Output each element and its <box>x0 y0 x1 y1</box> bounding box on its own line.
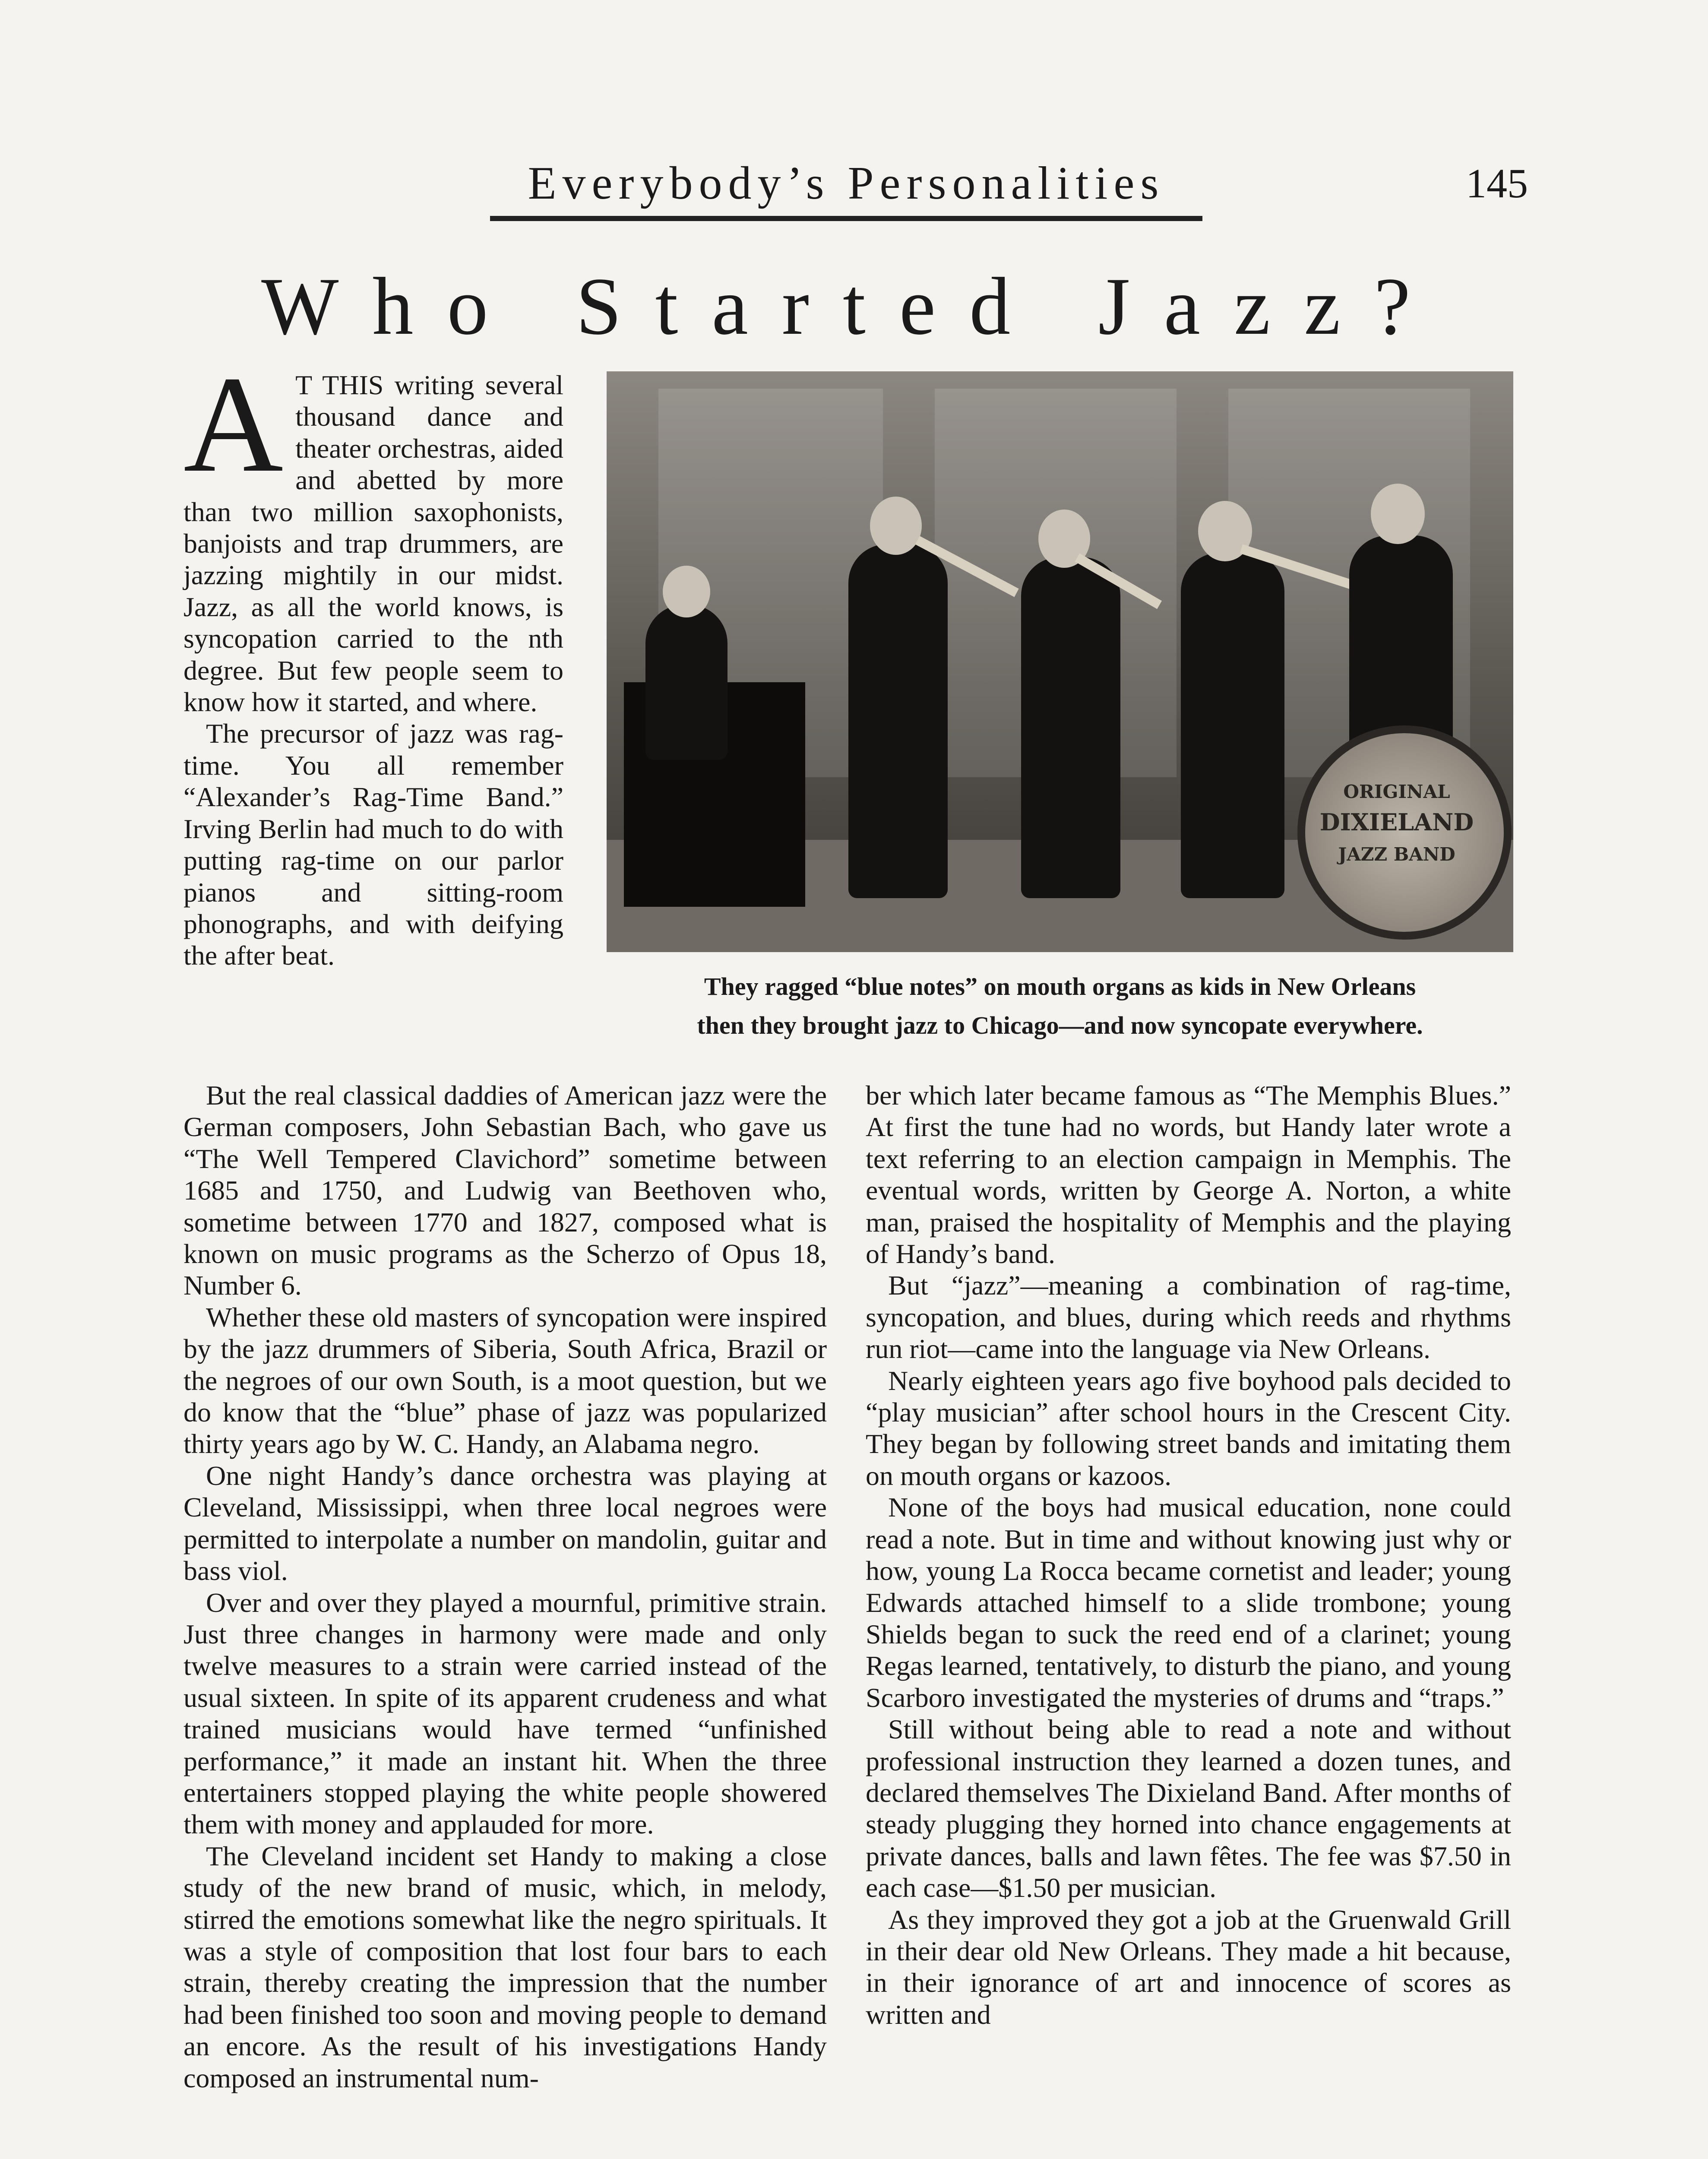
photo-caption <box>604 967 1515 1045</box>
svg-text:DIXIELAND: DIXIELAND <box>1319 808 1474 836</box>
paragraph: Over and over they played a mournful, primitive strain. Just three changes in harmony were made and only twelve measures to a strain were carried instead of the usual sixteen. In spite of its apparent crudeness and what trained musicians would have termed “unfinished performance,” it made an instant hit. When the three entertainers stopped playing the white people showered them with money and applauded for more. <box>183 1587 827 1840</box>
pianist-head <box>663 566 710 617</box>
paragraph <box>183 348 563 718</box>
paragraph: Nearly eighteen years ago five boyhood pals decided to “play musician” after school hours in the Crescent City. They began by following street bands and imitating them on mouth organs or kazoos. <box>866 1365 1511 1491</box>
svg-text:ORIGINAL: ORIGINAL <box>1343 781 1450 802</box>
paragraph: One night Handy’s dance orchestra was playing at Cleveland, Mississippi, when three local negroes were permitted to interpolate a number on mandolin, guitar and bass viol. <box>183 1460 827 1586</box>
trombonist <box>1181 553 1284 898</box>
drop-cap: A <box>183 348 284 501</box>
paragraph: ber which later became famous as “The Memphis Blues.” At first the tune had no words, but Handy later wrote a text referring to an election campaign in Memphis. The eventual words, written by George A. Norton, a white man, praised the hospitality of Memphis and the playing of Handy’s band. <box>866 1080 1511 1269</box>
caption-line: then they brought jazz to Chicago—and now syncopate everywhere. <box>697 1011 1423 1039</box>
clarinetist <box>848 544 948 898</box>
paragraph: The Cleveland incident set Handy to making a close study of the new brand of music, which, in melody, stirred the emotions somewhat like the negro spirituals. It was a style of composition that lost four bars to each strain, thereby creating the impression that the number had been finished too soon and moving people to demand an encore. As the result of his investigations Handy composed an instrumental num- <box>183 1840 827 2093</box>
text-column-intro <box>183 348 563 972</box>
paragraph: The precursor of jazz was rag-time. You all remember “Alexander’s Rag-Time Band.” Irving Berlin had much to do with putting rag-time on our parlor pianos and sitting-room phonographs, and with deifying the after beat. <box>183 718 563 971</box>
paragraph: As they improved they got a job at the Gruenwald Grill in their dear old New Orleans. They made a hit because, in their ignorance of art and innocence of scores as written and <box>866 1904 1511 2030</box>
drum-head-lettering <box>1305 733 1488 916</box>
text-column-right <box>866 1080 1511 2030</box>
paragraph: None of the boys had musical education, none could read a note. But in time and without knowing just why or how, young La Rocca became cornetist and leader; young Edwards attached himself to a slide trombone; young Shields began to suck the reed end of a clarinet; young Regas learned, tentatively, to disturb the piano, and young Scarboro investigated the mysteries of drums and “traps.” <box>866 1492 1511 1713</box>
running-header: Everybody’s Personalities <box>528 158 1165 209</box>
svg-text:JAZZ BAND: JAZZ BAND <box>1338 844 1455 865</box>
paragraph-text: T THIS writing several thousand dance and theater orchestras, aided and abetted by more than two million saxophonists, banjoists and trap drummers, are jazzing mightily in our midst. Jazz, as all the world knows, is syncopation carried to the nth degree. But few people seem to know how it started, and where. <box>183 370 563 718</box>
clarinetist-head <box>870 497 922 555</box>
bass-drum <box>1297 725 1512 940</box>
caption-line: They ragged “blue notes” on mouth organs as kids in New Orleans <box>704 972 1416 1000</box>
page-number: 145 <box>1466 160 1528 206</box>
paragraph: But “jazz”—meaning a combination of rag-time, syncopation, and blues, during which reeds and rhythms run riot—came into the language via New Orleans. <box>866 1270 1511 1364</box>
paragraph: Still without being able to read a note and without professional instruction they learned a dozen tunes, and declared themselves The Dixieland Band. After months of steady plugging they horned into chance engagements at private dances, balls and lawn fêtes. The fee was $7.50 in each case—$1.50 per musician. <box>866 1714 1511 1903</box>
band-photo <box>607 371 1513 952</box>
text-column-left <box>183 1080 827 2094</box>
paragraph: Whether these old masters of syncopation were inspired by the jazz drummers of Siberia, South Africa, Brazil or the negroes of our own South, is a moot question, but we do know that the “blue” phase of jazz was popularized thirty years ago by W. C. Handy, an Alabama negro. <box>183 1301 827 1459</box>
drummer-head <box>1371 484 1425 544</box>
article-title: Who Started Jazz? <box>261 261 1444 352</box>
paragraph: But the real classical daddies of American jazz were the German composers, John Sebastian Bach, who gave us “The Well Tempered Clavichord” sometime between 1685 and 1750, and Ludwig van Beethoven who, sometime between 1770 and 1827, composed what is known on music programs as the Scherzo of Opus 18, Number 6. <box>183 1080 827 1301</box>
cornetist <box>1021 557 1120 898</box>
header-rule <box>490 216 1202 221</box>
pianist <box>645 605 727 760</box>
